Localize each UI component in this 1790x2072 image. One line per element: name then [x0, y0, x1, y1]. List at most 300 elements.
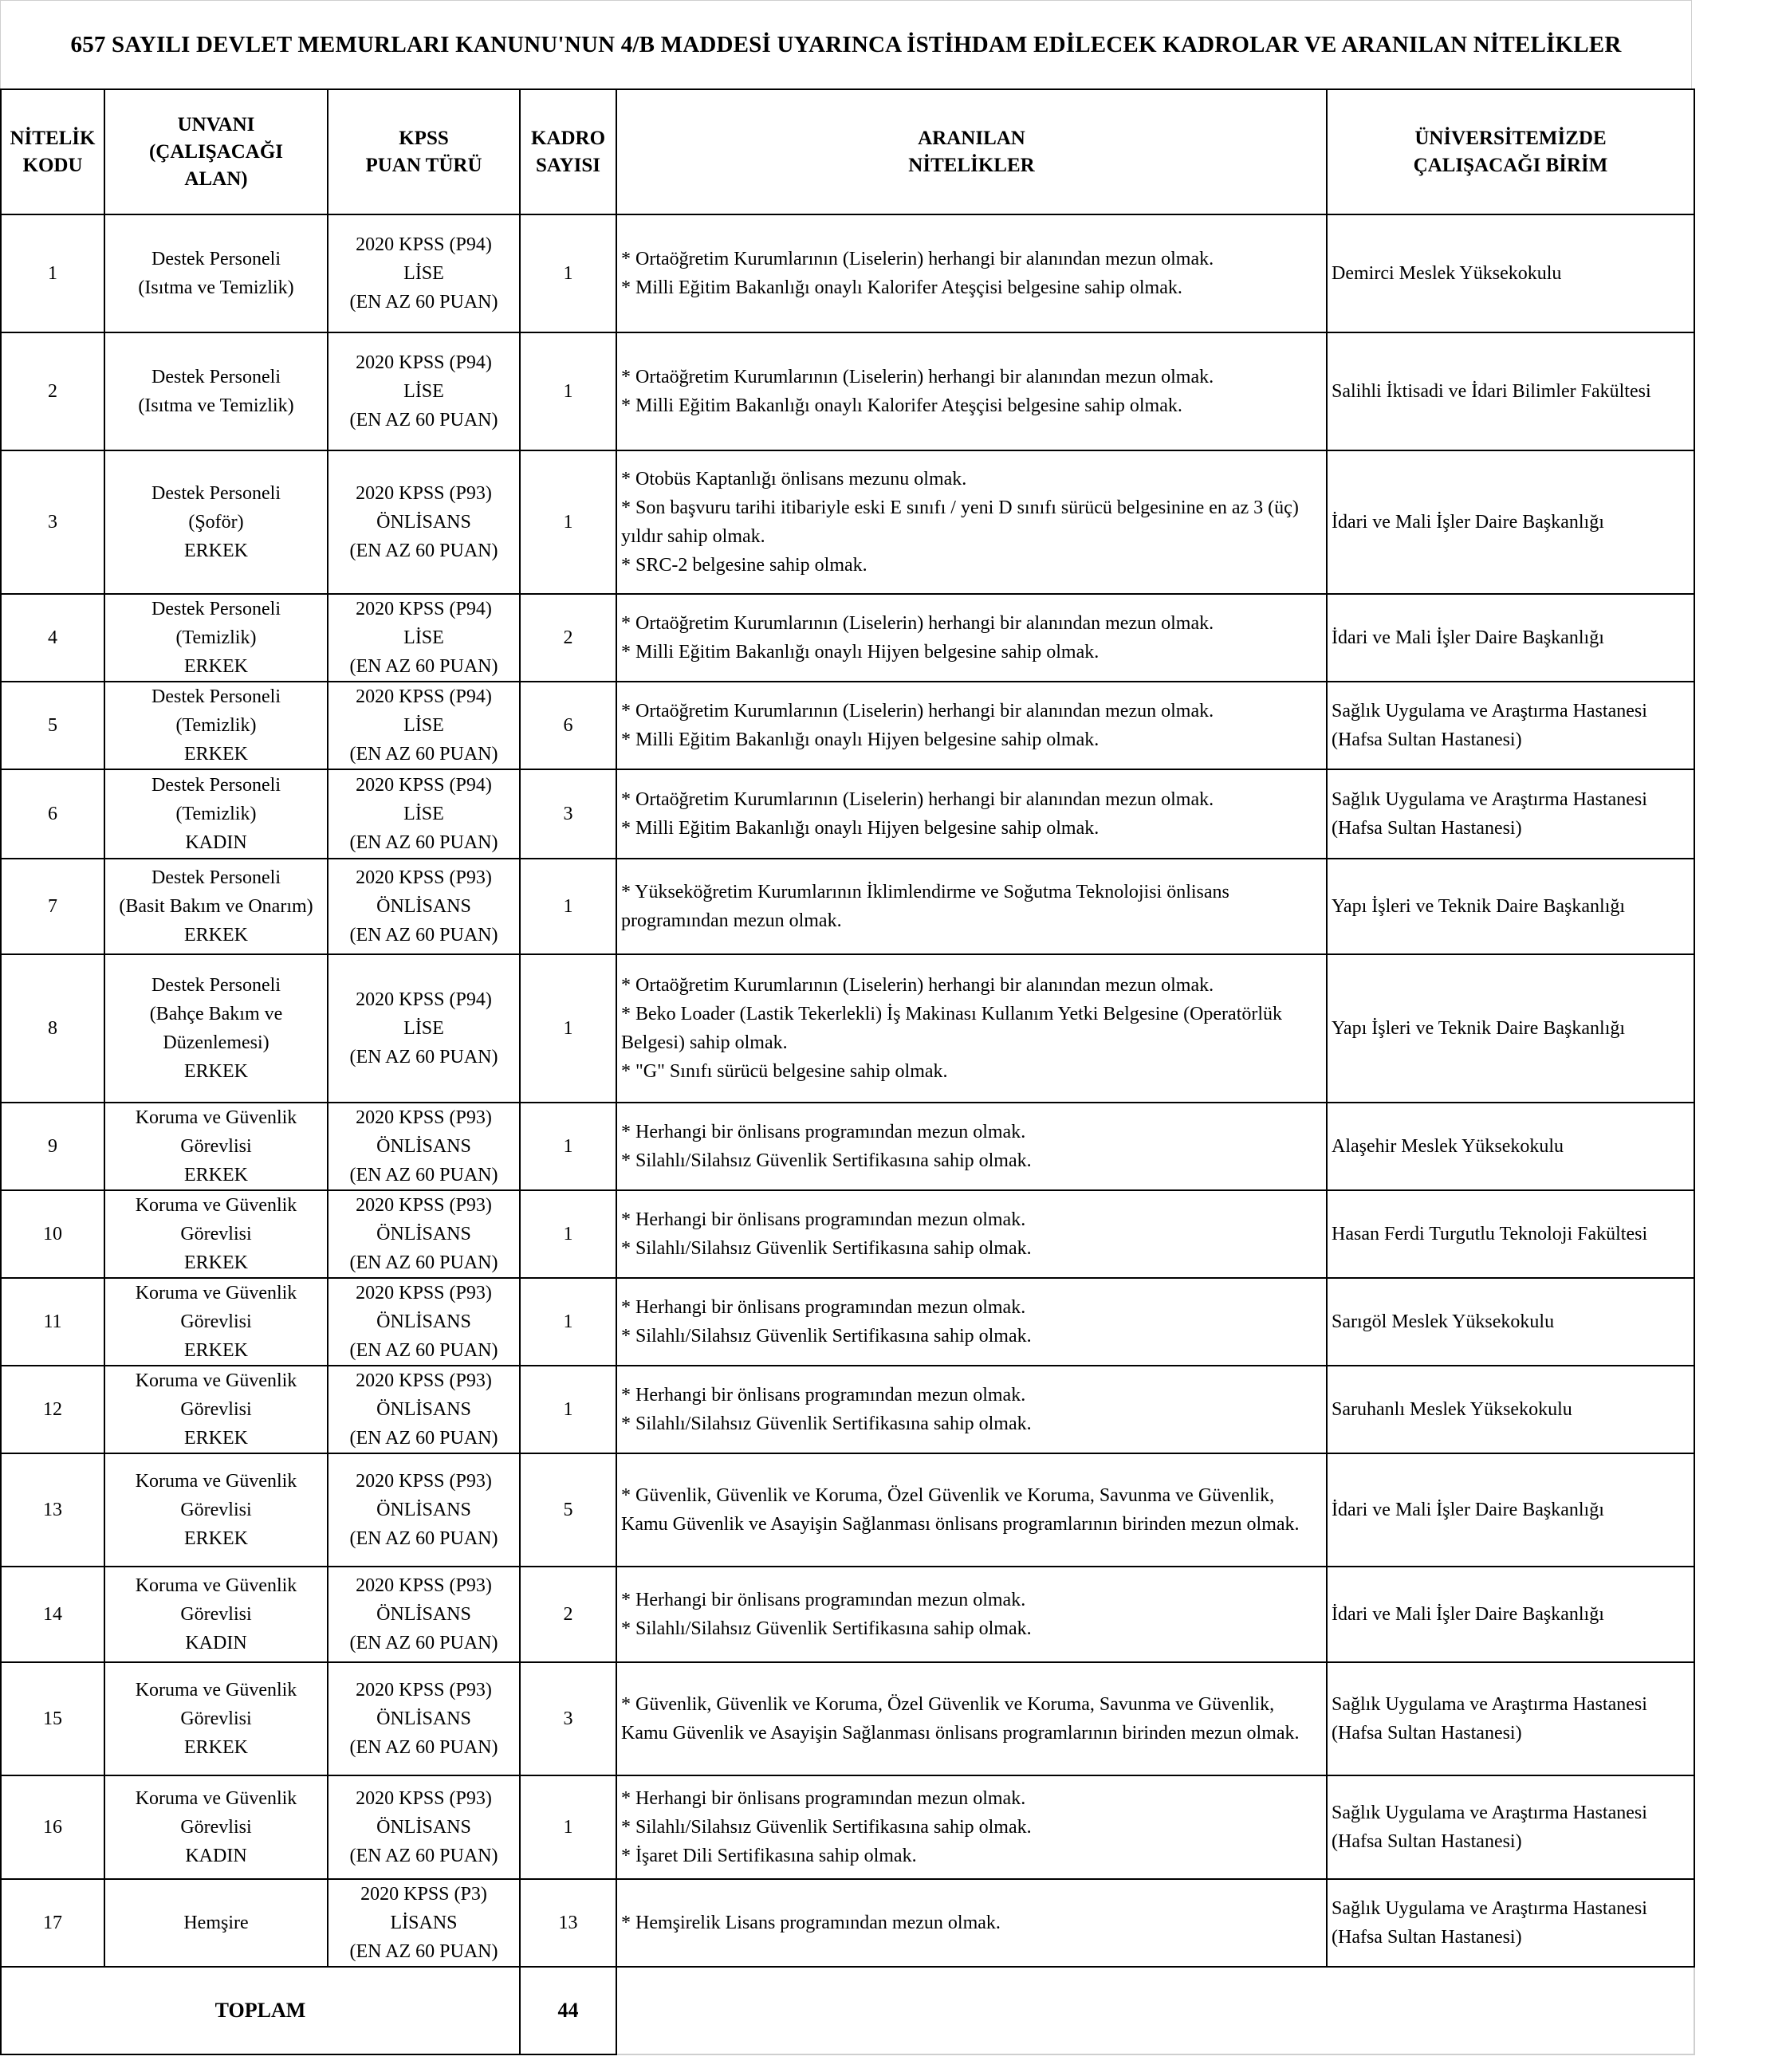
- kpss-cell: [328, 214, 520, 332]
- cell-line: * Herhangi bir önlisans programından mezun olmak.: [621, 1590, 1026, 1610]
- count-cell: 1: [520, 1775, 616, 1879]
- qualifications-cell: [616, 859, 1327, 954]
- document-title: 657 SAYILI DEVLET MEMURLARI KANUNU'NUN 4/B MADDESİ UYARINCA İSTİHDAM EDİLECEK KADROLAR VE ARANILAN NİTELİKLER: [70, 31, 1622, 57]
- cell-line: NİTELİKLER: [908, 154, 1035, 176]
- cell-line: 2020 KPSS (P93): [356, 867, 492, 888]
- cell-line: ERKEK: [184, 1340, 248, 1361]
- cell-line: KADIN: [185, 1633, 247, 1653]
- cell-line: Koruma ve Güvenlik: [135, 1283, 297, 1303]
- code-cell: 11: [1, 1278, 104, 1366]
- title-cell: [104, 1103, 328, 1190]
- qualifications-cell: [616, 682, 1327, 769]
- cell-line: (EN AZ 60 PUAN): [349, 1737, 498, 1758]
- code-cell: 17: [1, 1879, 104, 1967]
- cell-line: 2020 KPSS (P93): [356, 1370, 492, 1391]
- cell-line: Koruma ve Güvenlik: [135, 1680, 297, 1700]
- title-cell: [104, 1567, 328, 1662]
- cell-line: İdari ve Mali İşler Daire Başkanlığı: [1332, 627, 1604, 648]
- qualifications-cell: [616, 954, 1327, 1103]
- cell-line: (EN AZ 60 PUAN): [349, 1165, 498, 1185]
- cell-line: (EN AZ 60 PUAN): [349, 925, 498, 946]
- cell-line: Koruma ve Güvenlik: [135, 1370, 297, 1391]
- cell-line: UNVANI: [177, 113, 255, 136]
- cell-line: (EN AZ 60 PUAN): [349, 744, 498, 765]
- cell-line: İdari ve Mali İşler Daire Başkanlığı: [1332, 1604, 1604, 1625]
- cell-line: Görevlisi: [180, 1136, 252, 1157]
- cell-line: * Silahlı/Silahsız Güvenlik Sertifikasına sahip olmak.: [621, 1413, 1032, 1434]
- cell-line: ÖNLİSANS: [376, 1311, 471, 1332]
- kpss-cell: [328, 954, 520, 1103]
- table-row: [1, 1662, 1694, 1775]
- cell-line: Görevlisi: [180, 1817, 252, 1838]
- title-cell: [104, 682, 328, 769]
- cell-line: LİSE: [403, 627, 444, 648]
- kpss-cell: [328, 1879, 520, 1967]
- cell-line: * Yükseköğretim Kurumlarının İklimlendirme ve Soğutma Teknolojisi önlisans programından mezun olmak.: [621, 882, 1229, 931]
- table-row: [1, 1366, 1694, 1453]
- title-cell: [104, 859, 328, 954]
- unit-cell: [1327, 682, 1694, 769]
- cell-line: (EN AZ 60 PUAN): [349, 1428, 498, 1449]
- qualifications-cell: [616, 769, 1327, 859]
- cell-line: ÖNLİSANS: [376, 1500, 471, 1520]
- cell-line: * Silahlı/Silahsız Güvenlik Sertifikasına sahip olmak.: [621, 1817, 1032, 1838]
- table-row: [1, 1879, 1694, 1967]
- cell-line: (Hafsa Sultan Hastanesi): [1332, 818, 1522, 839]
- title-cell: [104, 214, 328, 332]
- cell-line: Koruma ve Güvenlik: [135, 1471, 297, 1492]
- title-cell: [104, 1190, 328, 1278]
- kpss-cell: [328, 594, 520, 682]
- unit-cell: [1327, 1278, 1694, 1366]
- cell-line: 2020 KPSS (P93): [356, 1471, 492, 1492]
- cell-line: * Ortaöğretim Kurumlarının (Liselerin) herhangi bir alanından mezun olmak.: [621, 249, 1214, 269]
- cell-line: * Güvenlik, Güvenlik ve Koruma, Özel Güvenlik ve Koruma, Savunma ve Güvenlik, Kamu Güvenlik ve Asayişin Sağlanması önlisans programlarının birinden mezun olmak.: [621, 1485, 1300, 1535]
- count-cell: 1: [520, 859, 616, 954]
- cell-line: Hasan Ferdi Turgutlu Teknoloji Fakültesi: [1332, 1224, 1648, 1244]
- unit-cell: [1327, 1879, 1694, 1967]
- cell-line: (EN AZ 60 PUAN): [349, 1252, 498, 1273]
- count-cell: 5: [520, 1453, 616, 1567]
- cell-line: Destek Personeli: [151, 249, 281, 269]
- cell-line: * Milli Eğitim Bakanlığı onaylı Kalorifer Ateşçisi belgesine sahip olmak.: [621, 277, 1182, 298]
- cell-line: ERKEK: [184, 656, 248, 677]
- cell-line: Görevlisi: [180, 1399, 252, 1420]
- cell-line: Koruma ve Güvenlik: [135, 1107, 297, 1128]
- cell-line: ÖNLİSANS: [376, 896, 471, 917]
- table-row: [1, 769, 1694, 859]
- cell-line: (ÇALIŞACAĞI: [148, 140, 284, 163]
- cell-line: 2020 KPSS (P94): [356, 599, 492, 619]
- table-row: [1, 1453, 1694, 1567]
- title-cell: [104, 332, 328, 450]
- cell-line: * Silahlı/Silahsız Güvenlik Sertifikasına sahip olmak.: [621, 1238, 1032, 1259]
- title-cell: [104, 594, 328, 682]
- unit-cell: [1327, 214, 1694, 332]
- cell-line: ERKEK: [184, 1428, 248, 1449]
- cell-line: * "G" Sınıfı sürücü belgesine sahip olmak.: [621, 1061, 948, 1082]
- cell-line: Saruhanlı Meslek Yüksekokulu: [1332, 1399, 1572, 1420]
- table-row: [1, 594, 1694, 682]
- table-row: [1, 450, 1694, 594]
- title-cell: [104, 1879, 328, 1967]
- qualifications-cell: [616, 1567, 1327, 1662]
- table-row: [1, 1103, 1694, 1190]
- cell-line: * Son başvuru tarihi itibariyle eski E sınıfı / yeni D sınıfı sürücü belgesinine en az 3 (üç) yıldır sahip olmak.: [621, 497, 1299, 547]
- table-row: [1, 332, 1694, 450]
- header-code: [1, 89, 104, 214]
- cell-line: 2020 KPSS (P94): [356, 686, 492, 707]
- unit-cell: [1327, 1453, 1694, 1567]
- cell-line: * Ortaöğretim Kurumlarının (Liselerin) herhangi bir alanından mezun olmak.: [621, 613, 1214, 634]
- cell-line: ERKEK: [184, 1737, 248, 1758]
- code-cell: 1: [1, 214, 104, 332]
- table-row: [1, 682, 1694, 769]
- qualifications-cell: [616, 1366, 1327, 1453]
- cell-line: (EN AZ 60 PUAN): [349, 832, 498, 853]
- cell-line: * Herhangi bir önlisans programından mezun olmak.: [621, 1209, 1026, 1230]
- code-cell: 3: [1, 450, 104, 594]
- cell-line: (EN AZ 60 PUAN): [349, 1633, 498, 1653]
- cell-line: ÖNLİSANS: [376, 1817, 471, 1838]
- unit-cell: [1327, 859, 1694, 954]
- unit-cell: [1327, 1775, 1694, 1879]
- kpss-cell: [328, 1775, 520, 1879]
- cell-line: KADIN: [185, 1846, 247, 1866]
- cell-line: Sağlık Uygulama ve Araştırma Hastanesi: [1332, 1694, 1647, 1715]
- kpss-cell: [328, 1103, 520, 1190]
- cell-line: * Silahlı/Silahsız Güvenlik Sertifikasına sahip olmak.: [621, 1326, 1032, 1347]
- cell-line: PUAN TÜRÜ: [365, 154, 482, 176]
- cell-line: LİSE: [403, 804, 444, 824]
- code-cell: 13: [1, 1453, 104, 1567]
- cell-line: * Ortaöğretim Kurumlarının (Liselerin) herhangi bir alanından mezun olmak.: [621, 975, 1214, 996]
- unit-cell: [1327, 1103, 1694, 1190]
- cell-line: KPSS: [399, 127, 449, 149]
- cell-line: Destek Personeli: [151, 975, 281, 996]
- header-qualifications: [616, 89, 1327, 214]
- cell-line: ÖNLİSANS: [376, 1136, 471, 1157]
- qualifications-cell: [616, 1662, 1327, 1775]
- title-cell: [104, 1775, 328, 1879]
- cell-line: Koruma ve Güvenlik: [135, 1788, 297, 1809]
- cell-line: KADIN: [185, 832, 247, 853]
- qualifications-cell: [616, 594, 1327, 682]
- code-cell: 10: [1, 1190, 104, 1278]
- cell-line: 2020 KPSS (P93): [356, 1195, 492, 1216]
- cell-line: LİSE: [403, 715, 444, 736]
- cell-line: LİSE: [403, 1018, 444, 1039]
- count-cell: 1: [520, 1366, 616, 1453]
- code-cell: 4: [1, 594, 104, 682]
- cell-line: * Herhangi bir önlisans programından mezun olmak.: [621, 1122, 1026, 1142]
- cell-line: (Temizlik): [175, 627, 257, 648]
- kpss-cell: [328, 682, 520, 769]
- cell-line: Sağlık Uygulama ve Araştırma Hastanesi: [1332, 1898, 1647, 1919]
- kpss-cell: [328, 1453, 520, 1567]
- cell-line: (EN AZ 60 PUAN): [349, 1340, 498, 1361]
- table-row: [1, 1190, 1694, 1278]
- cell-line: Destek Personeli: [151, 686, 281, 707]
- cell-line: (Hafsa Sultan Hastanesi): [1332, 1927, 1522, 1948]
- cell-line: KADRO: [530, 127, 606, 149]
- kpss-cell: [328, 332, 520, 450]
- cell-line: ARANILAN: [918, 127, 1025, 149]
- cell-line: Hemşire: [183, 1913, 249, 1933]
- cell-line: Destek Personeli: [151, 367, 281, 387]
- cell-line: (Bahçe Bakım ve: [149, 1004, 283, 1024]
- cell-line: * Beko Loader (Lastik Tekerlekli) İş Makinası Kullanım Yetki Belgesine (Operatörlük Belgesi) sahip olmak.: [621, 1004, 1283, 1053]
- cell-line: ERKEK: [184, 1528, 248, 1549]
- qualifications-cell: [616, 1190, 1327, 1278]
- cell-line: (EN AZ 60 PUAN): [349, 1941, 498, 1962]
- code-cell: 5: [1, 682, 104, 769]
- kpss-cell: [328, 1567, 520, 1662]
- table-row: [1, 859, 1694, 954]
- cell-line: * Güvenlik, Güvenlik ve Koruma, Özel Güvenlik ve Koruma, Savunma ve Güvenlik, Kamu Güvenlik ve Asayişin Sağlanması önlisans programlarının birinden mezun olmak.: [621, 1694, 1300, 1744]
- cell-line: Görevlisi: [180, 1311, 252, 1332]
- cell-line: 2020 KPSS (P93): [356, 1680, 492, 1700]
- cell-line: Düzenlemesi): [163, 1032, 269, 1053]
- cell-line: ÖNLİSANS: [376, 1224, 471, 1244]
- cell-line: (EN AZ 60 PUAN): [349, 1528, 498, 1549]
- unit-cell: [1327, 1366, 1694, 1453]
- total-value: 44: [520, 1967, 616, 2054]
- positions-table: [0, 88, 1695, 2055]
- code-cell: 2: [1, 332, 104, 450]
- title-cell: [104, 1278, 328, 1366]
- qualifications-cell: [616, 1103, 1327, 1190]
- title-cell: [104, 954, 328, 1103]
- cell-line: 2020 KPSS (P3): [360, 1884, 487, 1905]
- unit-cell: [1327, 594, 1694, 682]
- unit-cell: [1327, 954, 1694, 1103]
- unit-cell: [1327, 1567, 1694, 1662]
- cell-line: (Hafsa Sultan Hastanesi): [1332, 1831, 1522, 1852]
- cell-line: (EN AZ 60 PUAN): [349, 656, 498, 677]
- cell-line: * Milli Eğitim Bakanlığı onaylı Hijyen belgesine sahip olmak.: [621, 818, 1100, 839]
- cell-line: * SRC-2 belgesine sahip olmak.: [621, 555, 867, 576]
- title-cell: [104, 450, 328, 594]
- cell-line: * Milli Eğitim Bakanlığı onaylı Hijyen belgesine sahip olmak.: [621, 729, 1100, 750]
- cell-line: * Herhangi bir önlisans programından mezun olmak.: [621, 1385, 1026, 1406]
- table-header-row: [1, 89, 1694, 214]
- count-cell: 2: [520, 594, 616, 682]
- header-count: [520, 89, 616, 214]
- cell-line: ERKEK: [184, 1061, 248, 1082]
- qualifications-cell: [616, 450, 1327, 594]
- title-cell: [104, 1662, 328, 1775]
- cell-line: LİSE: [403, 381, 444, 402]
- cell-line: (EN AZ 60 PUAN): [349, 541, 498, 561]
- cell-line: SAYISI: [535, 154, 601, 176]
- qualifications-cell: [616, 1879, 1327, 1967]
- cell-line: (EN AZ 60 PUAN): [349, 292, 498, 313]
- cell-line: Destek Personeli: [151, 867, 281, 888]
- qualifications-cell: [616, 1278, 1327, 1366]
- cell-line: (Temizlik): [175, 804, 257, 824]
- cell-line: * Herhangi bir önlisans programından mezun olmak.: [621, 1788, 1026, 1809]
- cell-line: KODU: [22, 154, 83, 176]
- cell-line: * Milli Eğitim Bakanlığı onaylı Hijyen belgesine sahip olmak.: [621, 642, 1100, 662]
- cell-line: (Isıtma ve Temizlik): [138, 395, 294, 416]
- title-cell: [104, 769, 328, 859]
- kpss-cell: [328, 859, 520, 954]
- cell-line: * Otobüs Kaptanlığı önlisans mezunu olmak.: [621, 469, 967, 489]
- total-empty-cell: [616, 1967, 1694, 2054]
- header-unit: [1327, 89, 1694, 214]
- kpss-cell: [328, 1662, 520, 1775]
- kpss-cell: [328, 1190, 520, 1278]
- total-label: TOPLAM: [1, 1967, 520, 2054]
- cell-line: (Isıtma ve Temizlik): [138, 277, 294, 298]
- cell-line: * Ortaöğretim Kurumlarının (Liselerin) herhangi bir alanından mezun olmak.: [621, 789, 1214, 810]
- count-cell: 1: [520, 1103, 616, 1190]
- cell-line: 2020 KPSS (P94): [356, 352, 492, 373]
- cell-line: NİTELİK: [10, 127, 96, 149]
- cell-line: Demirci Meslek Yüksekokulu: [1332, 263, 1562, 284]
- cell-line: 2020 KPSS (P93): [356, 1575, 492, 1596]
- cell-line: Destek Personeli: [151, 483, 281, 504]
- unit-cell: [1327, 1190, 1694, 1278]
- cell-line: 2020 KPSS (P94): [356, 234, 492, 255]
- count-cell: 13: [520, 1879, 616, 1967]
- cell-line: Sağlık Uygulama ve Araştırma Hastanesi: [1332, 701, 1647, 721]
- code-cell: 14: [1, 1567, 104, 1662]
- cell-line: LİSANS: [390, 1913, 458, 1933]
- cell-line: (EN AZ 60 PUAN): [349, 1047, 498, 1067]
- cell-line: Koruma ve Güvenlik: [135, 1195, 297, 1216]
- title-box: [0, 0, 1692, 88]
- cell-line: 2020 KPSS (P93): [356, 1107, 492, 1128]
- cell-line: 2020 KPSS (P94): [356, 775, 492, 796]
- table-row: [1, 1775, 1694, 1879]
- cell-line: * Ortaöğretim Kurumlarının (Liselerin) herhangi bir alanından mezun olmak.: [621, 701, 1214, 721]
- unit-cell: [1327, 769, 1694, 859]
- cell-line: Sağlık Uygulama ve Araştırma Hastanesi: [1332, 1803, 1647, 1823]
- cell-line: ÇALIŞACAĞI BİRİM: [1413, 154, 1608, 176]
- table-row: [1, 1567, 1694, 1662]
- cell-line: (Temizlik): [175, 715, 257, 736]
- cell-line: İdari ve Mali İşler Daire Başkanlığı: [1332, 512, 1604, 533]
- qualifications-cell: [616, 214, 1327, 332]
- cell-line: Yapı İşleri ve Teknik Daire Başkanlığı: [1332, 896, 1626, 917]
- table-row: [1, 954, 1694, 1103]
- table-row: [1, 1278, 1694, 1366]
- cell-line: * İşaret Dili Sertifikasına sahip olmak.: [621, 1846, 917, 1866]
- code-cell: 12: [1, 1366, 104, 1453]
- count-cell: 2: [520, 1567, 616, 1662]
- header-title: [104, 89, 328, 214]
- title-cell: [104, 1366, 328, 1453]
- count-cell: 1: [520, 450, 616, 594]
- cell-line: ERKEK: [184, 1165, 248, 1185]
- total-row: [1, 1967, 1694, 2054]
- cell-line: LİSE: [403, 263, 444, 284]
- code-cell: 16: [1, 1775, 104, 1879]
- cell-line: Yapı İşleri ve Teknik Daire Başkanlığı: [1332, 1018, 1626, 1039]
- cell-line: 2020 KPSS (P93): [356, 483, 492, 504]
- cell-line: ERKEK: [184, 1252, 248, 1273]
- code-cell: 9: [1, 1103, 104, 1190]
- count-cell: 1: [520, 332, 616, 450]
- cell-line: (EN AZ 60 PUAN): [349, 410, 498, 431]
- cell-line: Görevlisi: [180, 1708, 252, 1729]
- kpss-cell: [328, 450, 520, 594]
- cell-line: ÜNİVERSİTEMİZDE: [1414, 127, 1607, 149]
- cell-line: * Silahlı/Silahsız Güvenlik Sertifikasına sahip olmak.: [621, 1150, 1032, 1171]
- cell-line: ÖNLİSANS: [376, 1399, 471, 1420]
- code-cell: 6: [1, 769, 104, 859]
- cell-line: Sağlık Uygulama ve Araştırma Hastanesi: [1332, 789, 1647, 810]
- cell-line: (EN AZ 60 PUAN): [349, 1846, 498, 1866]
- cell-line: Destek Personeli: [151, 775, 281, 796]
- count-cell: 3: [520, 1662, 616, 1775]
- cell-line: Destek Personeli: [151, 599, 281, 619]
- cell-line: Alaşehir Meslek Yüksekokulu: [1332, 1136, 1564, 1157]
- code-cell: 7: [1, 859, 104, 954]
- unit-cell: [1327, 1662, 1694, 1775]
- cell-line: * Hemşirelik Lisans programından mezun olmak.: [621, 1913, 1001, 1933]
- cell-line: ERKEK: [184, 541, 248, 561]
- unit-cell: [1327, 450, 1694, 594]
- title-cell: [104, 1453, 328, 1567]
- kpss-cell: [328, 769, 520, 859]
- cell-line: Salihli İktisadi ve İdari Bilimler Fakültesi: [1332, 381, 1651, 402]
- code-cell: 8: [1, 954, 104, 1103]
- table-body: [1, 214, 1694, 1967]
- cell-line: Görevlisi: [180, 1224, 252, 1244]
- code-cell: 15: [1, 1662, 104, 1775]
- cell-line: ERKEK: [184, 744, 248, 765]
- cell-line: * Milli Eğitim Bakanlığı onaylı Kalorifer Ateşçisi belgesine sahip olmak.: [621, 395, 1182, 416]
- unit-cell: [1327, 332, 1694, 450]
- count-cell: 6: [520, 682, 616, 769]
- cell-line: (Şoför): [188, 512, 244, 533]
- table-row: [1, 214, 1694, 332]
- count-cell: 1: [520, 1278, 616, 1366]
- cell-line: Görevlisi: [180, 1604, 252, 1625]
- cell-line: Koruma ve Güvenlik: [135, 1575, 297, 1596]
- cell-line: (Hafsa Sultan Hastanesi): [1332, 729, 1522, 750]
- kpss-cell: [328, 1366, 520, 1453]
- count-cell: 1: [520, 214, 616, 332]
- qualifications-cell: [616, 1453, 1327, 1567]
- cell-line: (Basit Bakım ve Onarım): [119, 896, 313, 917]
- cell-line: * Ortaöğretim Kurumlarının (Liselerin) herhangi bir alanından mezun olmak.: [621, 367, 1214, 387]
- cell-line: 2020 KPSS (P94): [356, 989, 492, 1010]
- cell-line: Sarıgöl Meslek Yüksekokulu: [1332, 1311, 1555, 1332]
- cell-line: ALAN): [184, 167, 248, 190]
- count-cell: 1: [520, 1190, 616, 1278]
- count-cell: 3: [520, 769, 616, 859]
- qualifications-cell: [616, 332, 1327, 450]
- cell-line: * Herhangi bir önlisans programından mezun olmak.: [621, 1297, 1026, 1318]
- count-cell: 1: [520, 954, 616, 1103]
- cell-line: 2020 KPSS (P93): [356, 1283, 492, 1303]
- kpss-cell: [328, 1278, 520, 1366]
- cell-line: ERKEK: [184, 925, 248, 946]
- cell-line: 2020 KPSS (P93): [356, 1788, 492, 1809]
- cell-line: İdari ve Mali İşler Daire Başkanlığı: [1332, 1500, 1604, 1520]
- qualifications-cell: [616, 1775, 1327, 1879]
- cell-line: ÖNLİSANS: [376, 1708, 471, 1729]
- cell-line: ÖNLİSANS: [376, 1604, 471, 1625]
- cell-line: Görevlisi: [180, 1500, 252, 1520]
- cell-line: (Hafsa Sultan Hastanesi): [1332, 1723, 1522, 1744]
- header-kpss: [328, 89, 520, 214]
- cell-line: ÖNLİSANS: [376, 512, 471, 533]
